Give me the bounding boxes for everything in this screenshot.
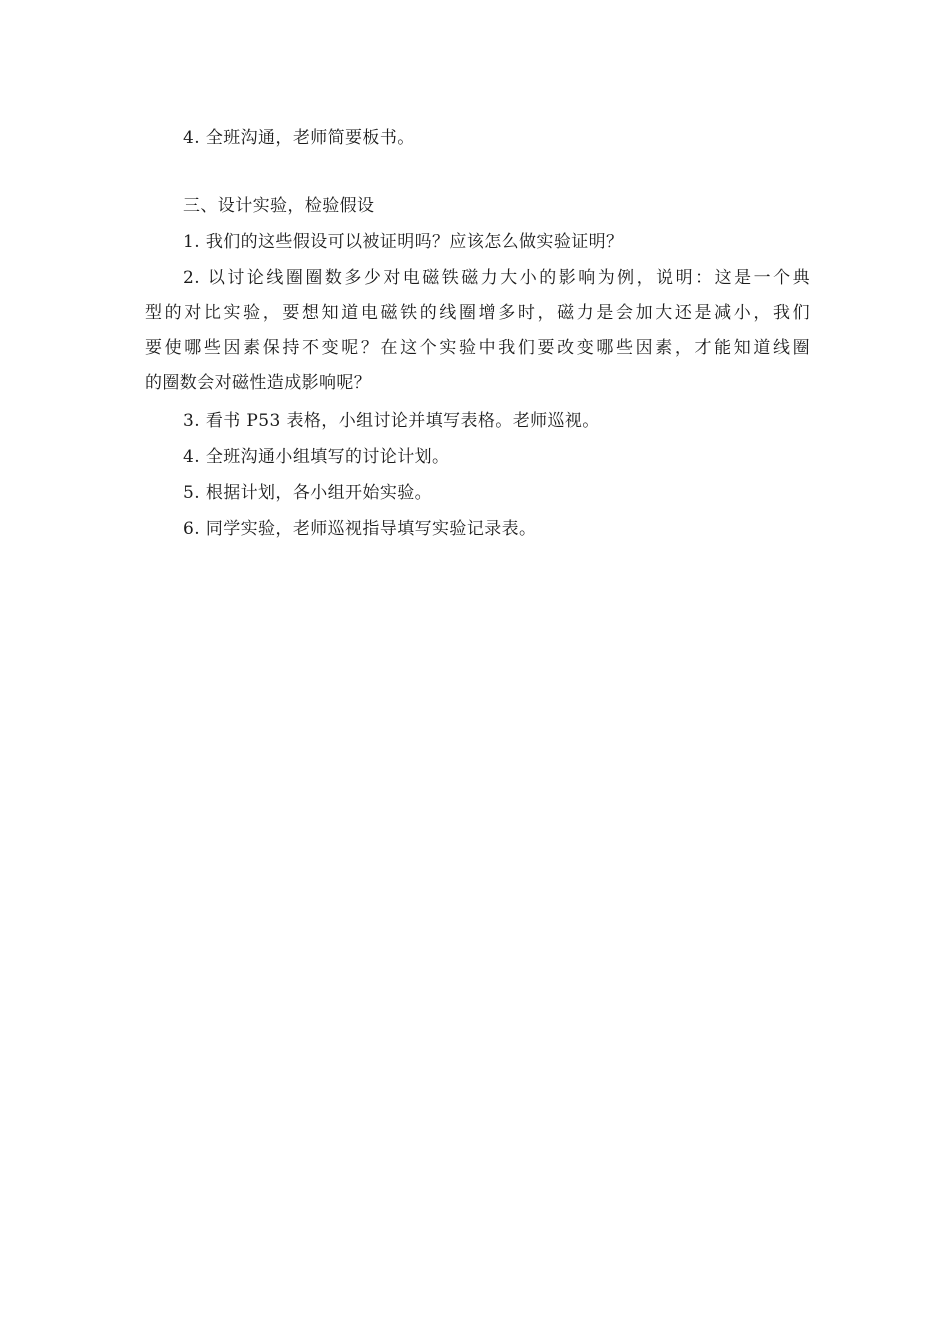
list-item-1: 1. 我们的这些假设可以被证明吗？应该怎么做实验证明？ xyxy=(183,232,624,252)
list-item-6: 6. 同学实验，老师巡视指导填写实验记录表。 xyxy=(183,519,537,539)
section-heading: 三、设计实验，检验假设 xyxy=(183,196,375,216)
list-item-2-line-2: 型的对比实验，要想知道电磁铁的线圈增多时，磁力是会加大还是减小，我们 xyxy=(145,303,810,323)
list-item-4: 4. 全班沟通小组填写的讨论计划。 xyxy=(183,447,450,467)
list-item-2-line-4: 的圈数会对磁性造成影响呢？ xyxy=(145,373,372,393)
list-item-5: 5. 根据计划，各小组开始实验。 xyxy=(183,483,433,503)
list-item-3: 3. 看书 P53 表格，小组讨论并填写表格。老师巡视。 xyxy=(183,411,600,431)
list-item-previous: 4. 全班沟通，老师简要板书。 xyxy=(183,128,415,148)
list-item-2-line-3: 要使哪些因素保持不变呢？在这个实验中我们要改变哪些因素，才能知道线圈 xyxy=(145,338,810,358)
list-item-2-line-1: 2. 以讨论线圈圈数多少对电磁铁磁力大小的影响为例，说明：这是一个典 xyxy=(183,268,810,288)
